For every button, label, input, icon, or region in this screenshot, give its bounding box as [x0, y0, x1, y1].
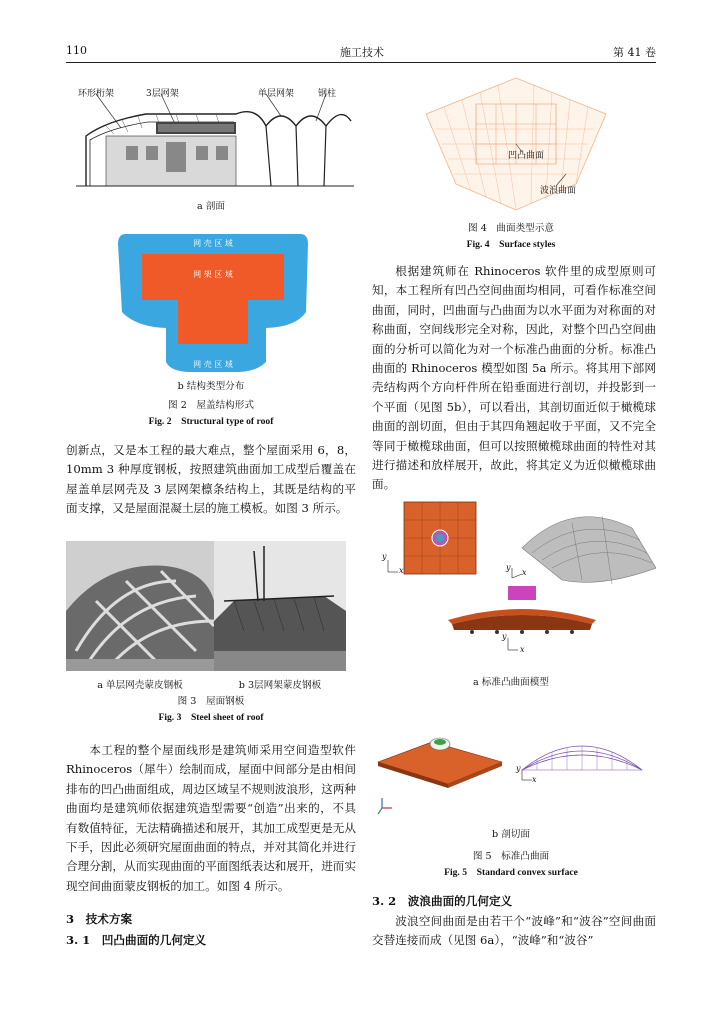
right-paragraph-1 — [372, 262, 656, 495]
left-paragraph-2-text: 本工程的整个屋面线形是建筑师采用空间造型软件 Rhinoceros（犀牛）绘制而成，屋面中间部分是由相间排布的凹凸曲面组成，周边区域呈不规则波浪形，这两种曲面均是建筑师依据建筑造型需要“创造”出来的，不具有数值特征，无法精确描述和展开，其加工成型更是无从下手，因此必须研究屋面曲面的特点，并对其简化并进行合理分割，从而实现曲面的平面图纸表达和展开，进而实现空间曲面蒙皮钢板的加工。如图 4 所示。 — [66, 743, 356, 893]
left-paragraph-2 — [66, 741, 356, 896]
fig5b-axis-y: y — [516, 764, 521, 773]
section-heading-3-1: 3. 1 凹凸曲面的几何定义 — [66, 933, 207, 947]
fig4-caption — [366, 221, 656, 253]
fig5b-axis-x: x — [532, 775, 537, 784]
label-three-layer-grid: 3层网架 — [146, 89, 179, 99]
zone-label-grid-shell: 网 壳 区 域 — [193, 239, 233, 248]
fig5a-axis-x-right: x — [522, 568, 527, 577]
label-wave-surface: 波浪曲面 — [540, 186, 577, 196]
section-heading-3: 3 技术方案 — [66, 912, 133, 926]
fig5-caption — [366, 849, 656, 881]
fig5a-axis-y-right: y — [506, 563, 511, 572]
fig5a-axis-x-bottom: x — [520, 645, 525, 654]
fig5a-axis-x-left: x — [399, 566, 404, 575]
fig3b-sublabel: b 3层网架蒙皮钢板 — [238, 680, 322, 691]
fig5a-axis-y-left: y — [382, 552, 387, 561]
fig2-caption-en: Fig. 2 Structural type of roof — [148, 416, 274, 427]
left-paragraph-1-text: 创新点，又是本工程的最大难点，整个屋面采用 6，8，10mm 3 种厚度钢板，按照建筑曲面加工成型后覆盖在屋盖单层网壳及 3 层网架檩条结构上，其既是结构的平面支撑，又是屋面混凝土层的施工模板。如图 3 所示。 — [66, 443, 356, 516]
journal-title: 施工技术 — [340, 46, 384, 59]
fig2b-sublabel: b 结构类型分布 — [177, 381, 245, 392]
fig3-caption — [66, 694, 356, 726]
fig2b-distribution-map — [116, 232, 310, 372]
fig5-caption-en: Fig. 5 Standard convex surface — [444, 867, 578, 878]
left-paragraph-1 — [66, 441, 356, 519]
zone-label-grid-shell-lower: 网 壳 区 域 — [193, 360, 233, 369]
right-paragraph-2 — [372, 912, 656, 951]
fig4-caption-cn: 图 4 曲面类型示意 — [468, 223, 554, 234]
fig4-surface-diagram — [416, 74, 616, 214]
fig2a-sublabel: a 剖面 — [197, 201, 225, 212]
fig5b-section-plane — [372, 722, 656, 818]
label-single-layer-grid: 单层网架 — [258, 89, 295, 99]
fig3a-photo — [66, 541, 214, 671]
fig2-caption-cn: 图 2 屋盖结构形式 — [168, 400, 254, 411]
label-steel-column: 钢柱 — [318, 89, 337, 99]
fig3a-sublabel: a 单层网壳蒙皮钢板 — [97, 680, 183, 691]
fig4-caption-en: Fig. 4 Surface styles — [466, 239, 556, 250]
right-paragraph-2-text: 波浪空间曲面是由若干个“波峰”和“波谷”空间曲面交替连接而成（见图 6a），“波峰”和“波谷” — [372, 914, 656, 948]
fig5a-sublabel: a 标准凸曲面模型 — [473, 677, 549, 688]
right-paragraph-1-text: 根据建筑师在 Rhinoceros 软件里的成型原则可知，本工程所有凹凸空间曲面均相同，可看作标准空间曲面，同时，凹曲面与凸曲面为以水平面为对称面的对称曲面，空间线形完全对称，因此，对整个凹凸空间曲面的分析可以简化为对一个标准凸曲面的分析。标准凸曲面的 Rhinoceros 模型如图 5a 所示。将其用下部网壳结构两个方向杆件所在铅垂面进行剖切，并投影到一个平面（见图 5b），可以看出，其剖切面近似于橄榄球曲面的剖切面，但由于其四角翘起收于平面，又不完全等同于橄榄球曲面，但可以按照橄榄球曲面的特性对其进行描述和放样展开，故此，将其定义为近似橄榄球曲面。 — [372, 264, 656, 492]
fig3-caption-en: Fig. 3 Steel sheet of roof — [158, 712, 264, 723]
label-ring-truss: 环形桁架 — [78, 89, 115, 99]
fig5-caption-cn: 图 5 标准凸曲面 — [472, 851, 550, 862]
fig5b-sublabel: b 剖切面 — [492, 829, 530, 840]
label-convex-concave: 凹凸曲面 — [508, 151, 545, 161]
page-number: 110 — [66, 44, 87, 57]
section-heading-3-2: 3. 2 波浪曲面的几何定义 — [372, 894, 513, 908]
fig3b-photo — [214, 541, 346, 671]
fig2-caption — [66, 398, 356, 430]
fig5a-axis-y-bottom: y — [502, 632, 507, 641]
zone-label-grid-frame: 网 架 区 域 — [193, 270, 233, 279]
fig5a-convex-model — [372, 498, 656, 666]
fig3-caption-cn: 图 3 屋面钢板 — [177, 696, 245, 707]
volume-number: 第 41 卷 — [613, 46, 656, 59]
header-rule — [66, 62, 656, 63]
